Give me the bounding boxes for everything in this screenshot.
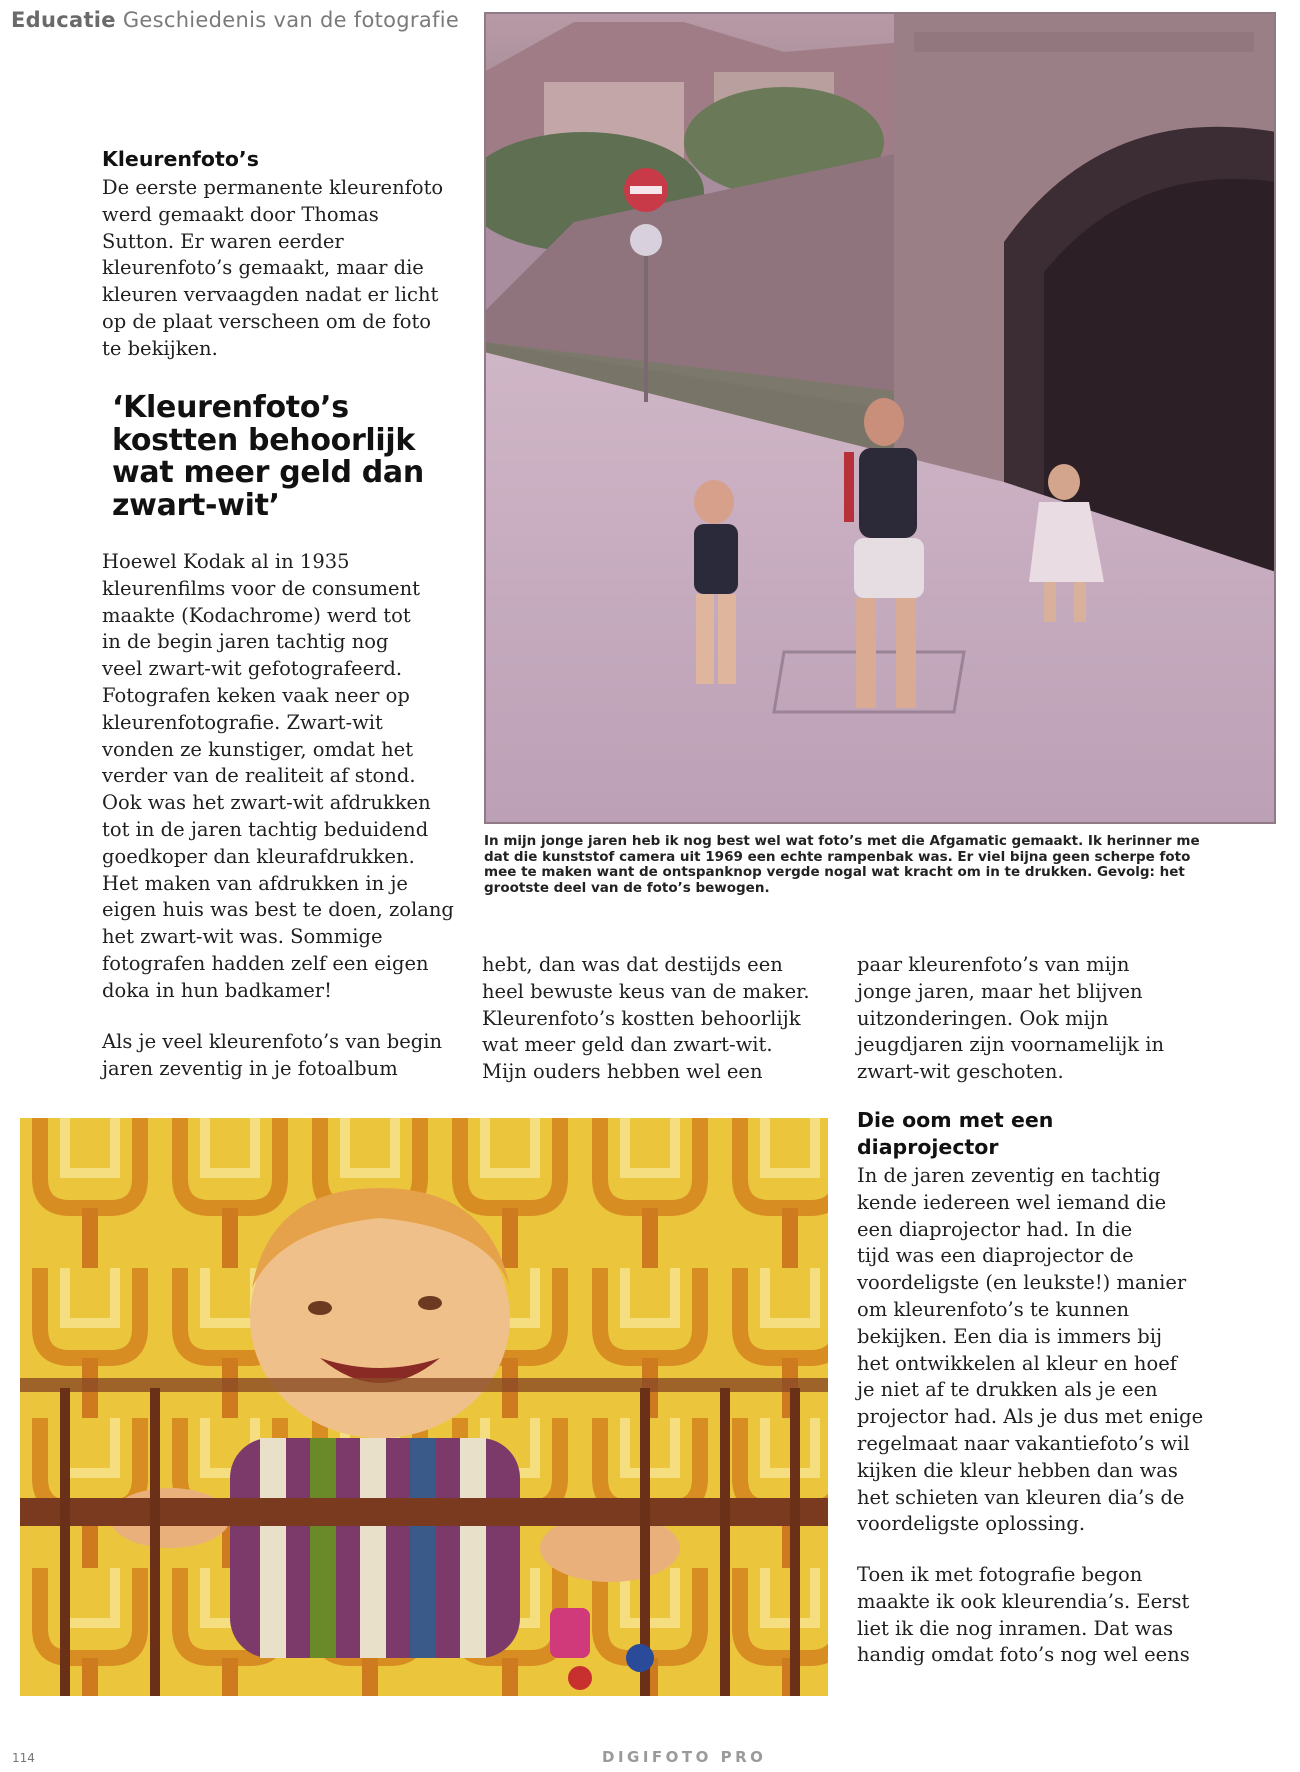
photo-child-playpen-image [20, 1118, 828, 1696]
photo-street-scene [484, 12, 1276, 824]
article-title: Geschiedenis van de fotografie [122, 8, 460, 32]
right-paragraph-1-text: In de jaren zeventig en tachtig kende iedereen wel iemand die een diaprojector had. In die tijd was een diaprojector de voordeligste (en leukste!) manier om kleurenfoto’s te kunnen bekijken. Een dia is immers bij het ontwikkelen al kleur en hoef je niet af te drukken als je een projector had. Als je dus met enige regelmaat naar vakantiefoto’s wil kijken die kleur hebben dan was het schieten van kleuren dia’s de voordeligste oplossing. [857, 1164, 1204, 1536]
photo-child-playpen [20, 1118, 828, 1696]
middle-column [482, 952, 822, 1086]
right-paragraph-2-text: Toen ik met fotografie begon maakte ik ook kleurendia’s. Eerst liet ik die nog inramen. Dat was handig omdat foto’s nog wel eens [857, 1563, 1190, 1667]
right-paragraph-2 [857, 1562, 1207, 1669]
left-paragraph-1 [102, 549, 457, 1005]
right-column-top-text: paar kleurenfoto’s van mijn jonge jaren, maar het blijven uitzonderingen. Ook mijn jeugdjaren zijn voornamelijk in zwart-wit geschoten. [857, 953, 1165, 1084]
heading-diaprojector: Die oom met een diaprojector [857, 1108, 1054, 1159]
page-header [11, 8, 459, 32]
left-paragraph-2 [102, 1029, 457, 1083]
middle-column-text: hebt, dan was dat destijds een heel bewuste keus van de maker. Kleurenfoto’s kostten behoorlijk wat meer geld dan zwart-wit. Mijn ouders hebben wel een [482, 953, 810, 1084]
photo-caption: In mijn jonge jaren heb ik nog best wel wat foto’s met die Afgamatic gemaakt. Ik herinner me dat die kunststof camera uit 1969 een echte rampenbak was. Er viel bijna geen scherpe foto mee te maken want de ontspanknop vergde nogal wat kracht om in te drukken. Gevolg: het grootste deel van de foto’s bewogen. [484, 833, 1200, 896]
pull-quote: ‘Kleurenfoto’s kostten behoorlijk wat meer geld dan zwart-wit’ [112, 390, 424, 523]
section-label: Educatie [11, 8, 116, 32]
photo-street-scene-image [484, 12, 1276, 824]
intro-text: De eerste permanente kleurenfoto werd gemaakt door Thomas Sutton. Er waren eerder kleurenfoto’s gemaakt, maar die kleuren vervaagden nadat er licht op de plaat verscheen om de foto te bekijken. [102, 176, 444, 360]
page-number: 114 [12, 1751, 35, 1765]
right-paragraph-1 [857, 1163, 1207, 1538]
right-column-top [857, 952, 1197, 1086]
heading-kleurenfotos: Kleurenfoto’s [102, 147, 259, 171]
intro-paragraph [102, 175, 452, 363]
left-paragraph-2-text: Als je veel kleurenfoto’s van begin jaren zeventig in je fotoalbum [102, 1030, 443, 1080]
left-paragraph-1-text: Hoewel Kodak al in 1935 kleurenfilms voor de consument maakte (Kodachrome) werd tot in de begin jaren tachtig nog veel zwart-wit gefotografeerd. Fotografen keken vaak neer op kleurenfotografie. Zwart-wit vonden ze kunstiger, omdat het verder van de realiteit af stond. Ook was het zwart-wit afdrukken tot in de jaren tachtig beduidend goedkoper dan kleurafdrukken. Het maken van afdrukken in je eigen huis was best te doen, zolang het zwart-wit was. Sommige fotografen hadden zelf een eigen doka in hun badkamer! [102, 550, 454, 1002]
magazine-name: DIGIFOTO PRO [602, 1748, 767, 1766]
